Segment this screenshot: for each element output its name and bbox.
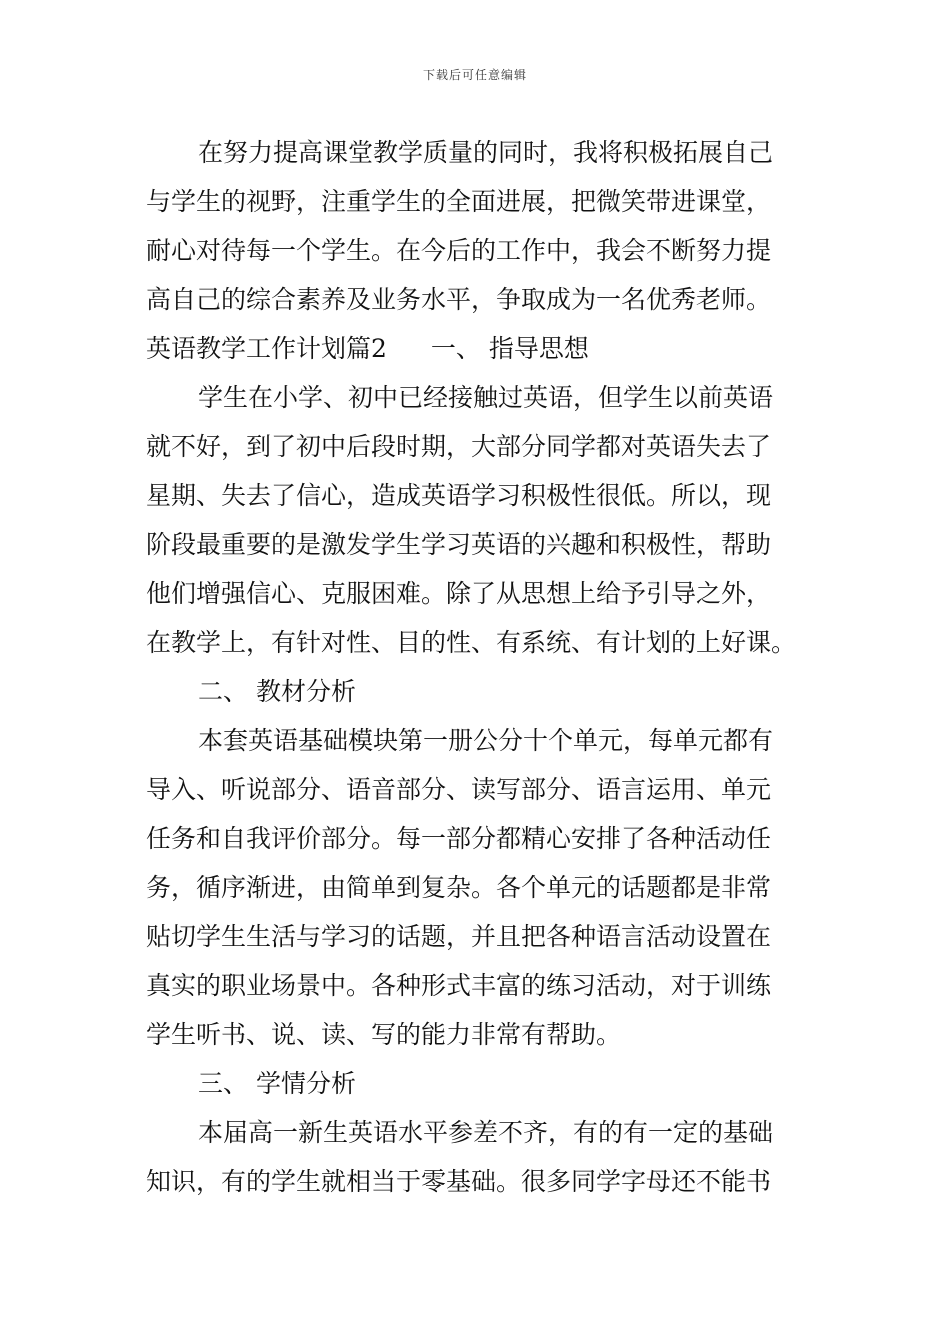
plan-title: 英语教学工作计划篇2 (146, 334, 387, 363)
paragraph-line: 星期、失去了信心，造成英语学习积极性很低。所以，现 (146, 481, 772, 510)
paragraph-line: 阶段最重要的是激发学生学习英语的兴趣和积极性，帮助 (146, 530, 772, 559)
header-note: 下载后可任意编辑 (422, 68, 527, 82)
paragraph-line: 真实的职业场景中。各种形式丰富的练习活动，对于训练 (146, 971, 772, 1000)
paragraph-line: 贴切学生生活与学习的话题，并且把各种语言活动设置在 (146, 922, 772, 951)
paragraph-line: 导入、听说部分、语音部分、读写部分、语言运用、单元 (146, 775, 772, 804)
paragraph-line: 本套英语基础模块第一册公分十个单元，每单元都有 (198, 726, 774, 755)
paragraph-line: 学生听书、说、读、写的能力非常有帮助。 (146, 1020, 622, 1049)
paragraph-line: 他们增强信心、克服困难。除了从思想上给予引导之外， (146, 579, 772, 608)
section-heading: 一、 指导思想 (430, 334, 589, 363)
paragraph-line: 高自己的综合素养及业务水平，争取成为一名优秀老师。 (146, 285, 772, 314)
paragraph-line: 与学生的视野，注重学生的全面进展，把微笑带进课堂， (146, 187, 772, 216)
section-heading: 三、 学情分析 (198, 1069, 356, 1098)
paragraph-line: 耐心对待每一个学生。在今后的工作中，我会不断努力提 (146, 236, 772, 265)
paragraph-line: 知识，有的学生就相当于零基础。很多同学字母还不能书 (146, 1167, 772, 1196)
plan-title-line (146, 324, 806, 373)
document-body (146, 128, 806, 1206)
paragraph-line: 学生在小学、初中已经接触过英语，但学生以前英语 (198, 383, 774, 412)
paragraph-line: 就不好，到了初中后段时期，大部分同学都对英语失去了 (146, 432, 772, 461)
paragraph-line: 在教学上，有针对性、目的性、有系统、有计划的上好课。 (146, 628, 797, 657)
paragraph-line: 在努力提高课堂教学质量的同时，我将积极拓展自己 (198, 138, 774, 167)
paragraph-line: 务，循序渐进，由简单到复杂。各个单元的话题都是非常 (146, 873, 772, 902)
paragraph-line: 本届高一新生英语水平参差不齐，有的有一定的基础 (198, 1118, 774, 1147)
section-heading: 二、 教材分析 (198, 677, 356, 706)
paragraph-line: 任务和自我评价部分。每一部分都精心安排了各种活动任 (146, 824, 772, 853)
